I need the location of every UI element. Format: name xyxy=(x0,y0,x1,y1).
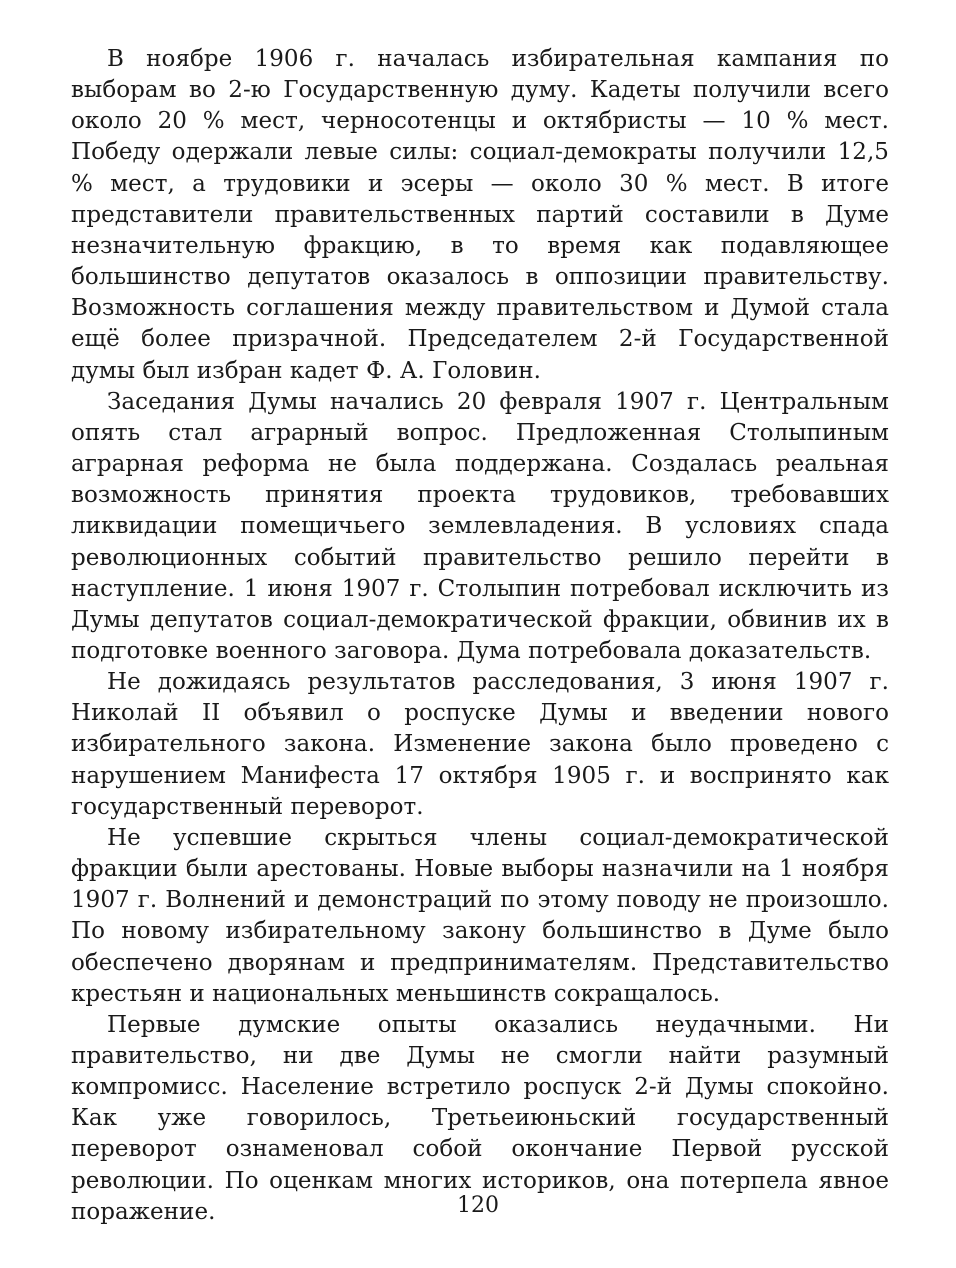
paragraph-second-duma-elections: В ноябре 1906 г. началась избирательная кампания по выборам во 2-ю Государственную думу. Кадеты получили всего около 20 % мест, черносотенцы и октябристы — 10 % мест. Победу одержали левые силы: социал-демократы получили 12,5 % мест, а трудовики и эсеры — около 30 % мест. В итоге представители правительственных партий составили в Думе незначительную фракцию, в то время как подавляющее большинство депутатов оказалось в оппозиции правительству. Возможность соглашения между правительством и Думой стала ещё более призрачной. Председателем 2-й Государственной думы был избран кадет Ф. А. Головин. xyxy=(71,46,889,384)
page-number: 120 xyxy=(457,1193,499,1218)
paragraph-conclusion: Первые думские опыты оказались неудачными. Ни правительство, ни две Думы не смогли найти разумный компромисс. Население встретило роспуск 2-й Думы спокойно. Как уже говорилось, Третьеиюньский государственный переворот ознаменовал собой окончание Первой русской революции. По оценкам многих историков, она потерпела явное поражение. xyxy=(71,1011,889,1225)
paragraph-arrests-new-elections: Не успевшие скрыться члены социал-демократической фракции были арестованы. Новые выборы назначили на 1 ноября 1907 г. Волнений и демонстраций по этому поводу не произошло. По новому избирательному закону большинство в Думе было обеспечено дворянам и предпринимателям. Представительство крестьян и национальных меньшинств сокращалось. xyxy=(71,824,889,1007)
paragraph-duma-sessions: Заседания Думы начались 20 февраля 1907 г. Центральным опять стал аграрный вопрос. Предложенная Столыпиным аграрная реформа не была поддержана. Создалась реальная возможность принятия проекта трудовиков, требовавших ликвидации помещичьего землевладения. В условиях спада революционных событий правительство решило перейти в наступление. 1 июня 1907 г. Столыпин потребовал исключить из Думы депутатов социал-демократической фракции, обвинив их в подготовке военного заговора. Дума потребовала доказательств. xyxy=(71,388,889,664)
page-body xyxy=(71,44,889,1228)
paragraph-duma-dissolution: Не дожидаясь результатов расследования, 3 июня 1907 г. Николай II объявил о роспуске Думы и введении нового избирательного закона. Изменение закона было проведено с нарушением Манифеста 17 октября 1905 г. и воспринято как государственный переворот. xyxy=(71,669,889,820)
